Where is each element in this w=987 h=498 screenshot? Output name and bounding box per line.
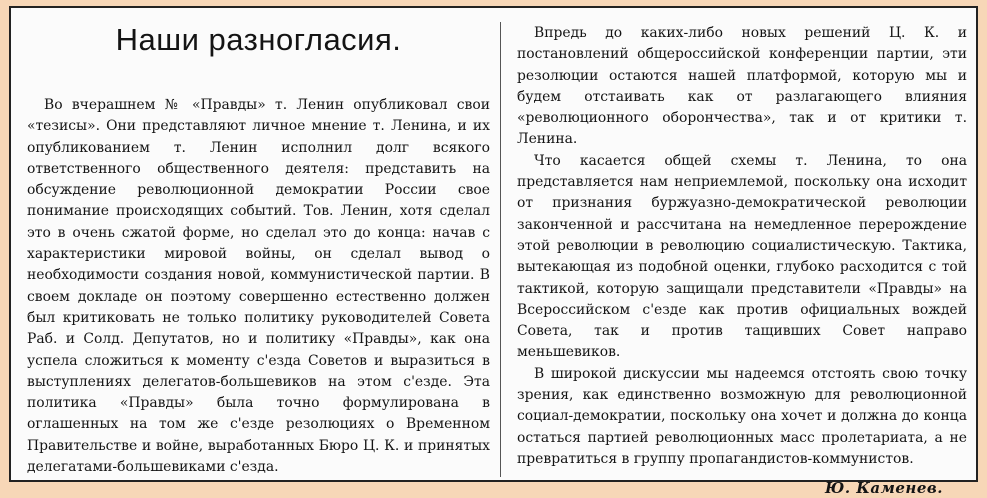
right-paragraph-2: Что касается общей схемы т. Ленина, то она представляется нам неприемлемой, поскольку она исходит от признания буржуазно-демократической революции законченной и рассчитана на немедленное перерождение этой революции в революцию социалистическую. Тактика, вытекающая из подобной оценки, глубоко расходится с той тактикой, которую защищали представители «Правды» на Всероссийском с'езде как против официальных вождей Совета, так и против тащивших Совет направо меньшевиков. — [517, 152, 967, 361]
left-paragraph-1: Во вчерашнем № «Правды» т. Ленин опубликовал свои «тезисы». Они представляют личное мнение т. Ленина, и их опубликованием т. Ленин исполнил долг всякого ответственного общественного деятеля: представить на обсуждение революционной демократии России свое понимание происходящих событий. Тов. Ленин, хотя сделал это в очень сжатой форме, но сделал это до конца: начав с характеристики мировой войны, он сделал вывод о необходимости создания новой, коммунистической партии. В своем докладе он поэтому совершенно естественно должен был критиковать не только политику руководителей Совета Раб. и Солд. Депутатов, но и политику «Правды», как она успела сложиться к моменту с'езда Советов и выразиться в выступлениях делегатов-большевиков на этом с'езде. Эта политика «Правды» была точно формулирована в оглашенных на том же с'езде резолюциях о Временном Правительстве и войне, выработанных Бюро Ц. К. и принятых делегатами-большевиками с'езда. — [27, 97, 490, 476]
right-paragraph-3: В широкой дискуссии мы надеемся отстоять свою точку зрения, как единственно возможную для революционной социал-демократии, поскольку она хочет и должна до конца остаться партией революционных масс пролетариата, а не превратиться в группу пропагандистов-коммунистов. — [517, 365, 967, 467]
column-divider — [500, 22, 501, 477]
article-title: Наши разногласия. — [115, 22, 402, 57]
author-signature: Ю. Каменев. — [825, 479, 943, 498]
left-column — [27, 8, 490, 478]
right-paragraph-1: Впредь до каких-либо новых решений Ц. К. и постановлений общероссийской конференции партии, эти резолюции остаются нашей платформой, которую мы и будем отстаивать как от разлагающего влияния «революционного оборончества», так и от критики т. Ленина. — [517, 25, 967, 148]
right-column — [517, 8, 967, 498]
newspaper-clipping — [9, 6, 978, 498]
